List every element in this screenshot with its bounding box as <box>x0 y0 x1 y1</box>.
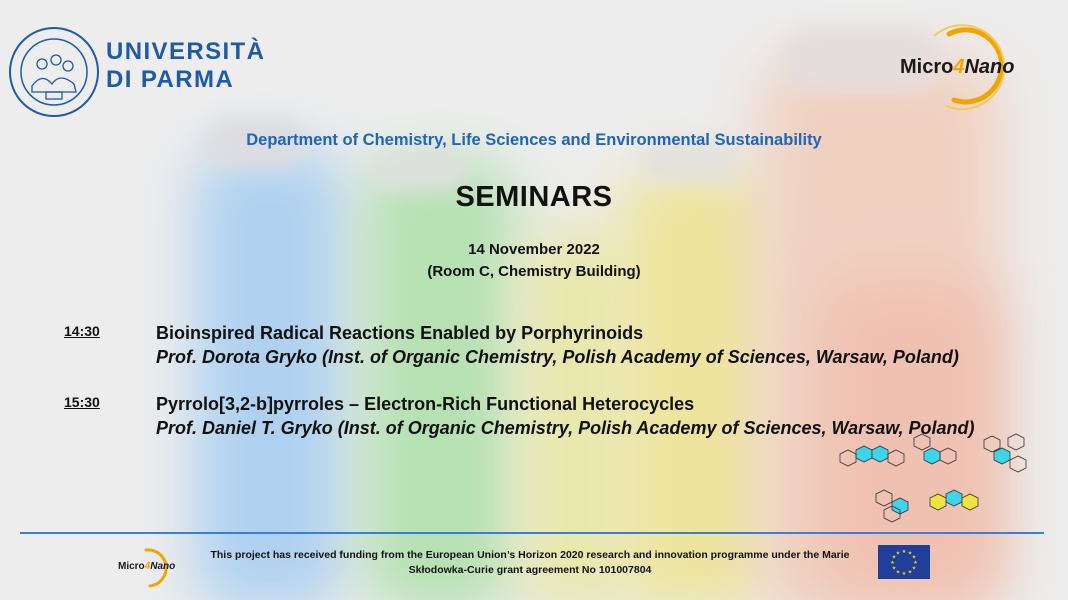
university-name <box>106 38 265 94</box>
funding-line-2: Skłodowka-Curie grant agreement No 101007804 <box>408 564 652 576</box>
svg-text:★: ★ <box>911 554 917 561</box>
event-info <box>0 239 1068 283</box>
nano-text: Nano <box>150 561 176 572</box>
svg-text:★: ★ <box>901 571 907 577</box>
footer-divider <box>20 532 1044 534</box>
talk-time: 15:30 <box>64 394 100 410</box>
svg-text:★: ★ <box>907 569 913 576</box>
micro-text: Micro <box>118 561 145 572</box>
micro4nano-logo <box>894 20 1034 115</box>
talk-speaker: Prof. Daniel T. Gryko (Inst. of Organic Chemistry, Polish Academy of Sciences, Warsaw, Poland) <box>156 418 975 438</box>
micro4nano-wordmark <box>900 56 1014 79</box>
molecule-structures-icon <box>834 432 1034 532</box>
talk-title: Bioinspired Radical Reactions Enabled by Porphyrinoids <box>156 323 644 343</box>
event-location: (Room C, Chemistry Building) <box>427 263 641 280</box>
svg-text:★: ★ <box>890 560 895 566</box>
eu-flag-icon <box>878 545 930 579</box>
funding-statement <box>200 548 860 578</box>
svg-text:★: ★ <box>891 554 897 561</box>
four-text: 4 <box>953 56 965 78</box>
four-text: 4 <box>144 561 151 572</box>
talk-speaker: Prof. Dorota Gryko (Inst. of Organic Chemistry, Polish Academy of Sciences, Warsaw, Poland) <box>156 347 959 367</box>
nano-text: Nano <box>964 56 1015 78</box>
svg-text:★: ★ <box>913 560 918 566</box>
svg-text:★: ★ <box>891 565 897 572</box>
footer-micro4nano-logo <box>118 544 190 592</box>
svg-text:★: ★ <box>895 550 901 557</box>
micro-text: Micro <box>900 56 954 78</box>
funding-line-1: This project has received funding from the European Union’s Horizon 2020 research and innovation programme under the Marie <box>210 549 850 561</box>
university-seal-icon <box>8 26 100 118</box>
page-title: SEMINARS <box>455 181 613 213</box>
event-date: 14 November 2022 <box>468 241 600 258</box>
talk-title: Pyrrolo[3,2-b]pyrroles – Electron-Rich Functional Heterocycles <box>156 394 695 414</box>
svg-text:★: ★ <box>907 550 913 557</box>
svg-text:★: ★ <box>911 565 917 572</box>
department-name: Department of Chemistry, Life Sciences and Environmental Sustainability <box>246 131 822 149</box>
university-name-line1: UNIVERSITÀ <box>106 38 266 65</box>
footer-micro4nano-wordmark <box>118 561 175 572</box>
svg-text:★: ★ <box>895 569 901 576</box>
talk-time: 14:30 <box>64 323 100 339</box>
university-name-line2: DI PARMA <box>106 66 235 93</box>
svg-text:★: ★ <box>901 549 907 555</box>
